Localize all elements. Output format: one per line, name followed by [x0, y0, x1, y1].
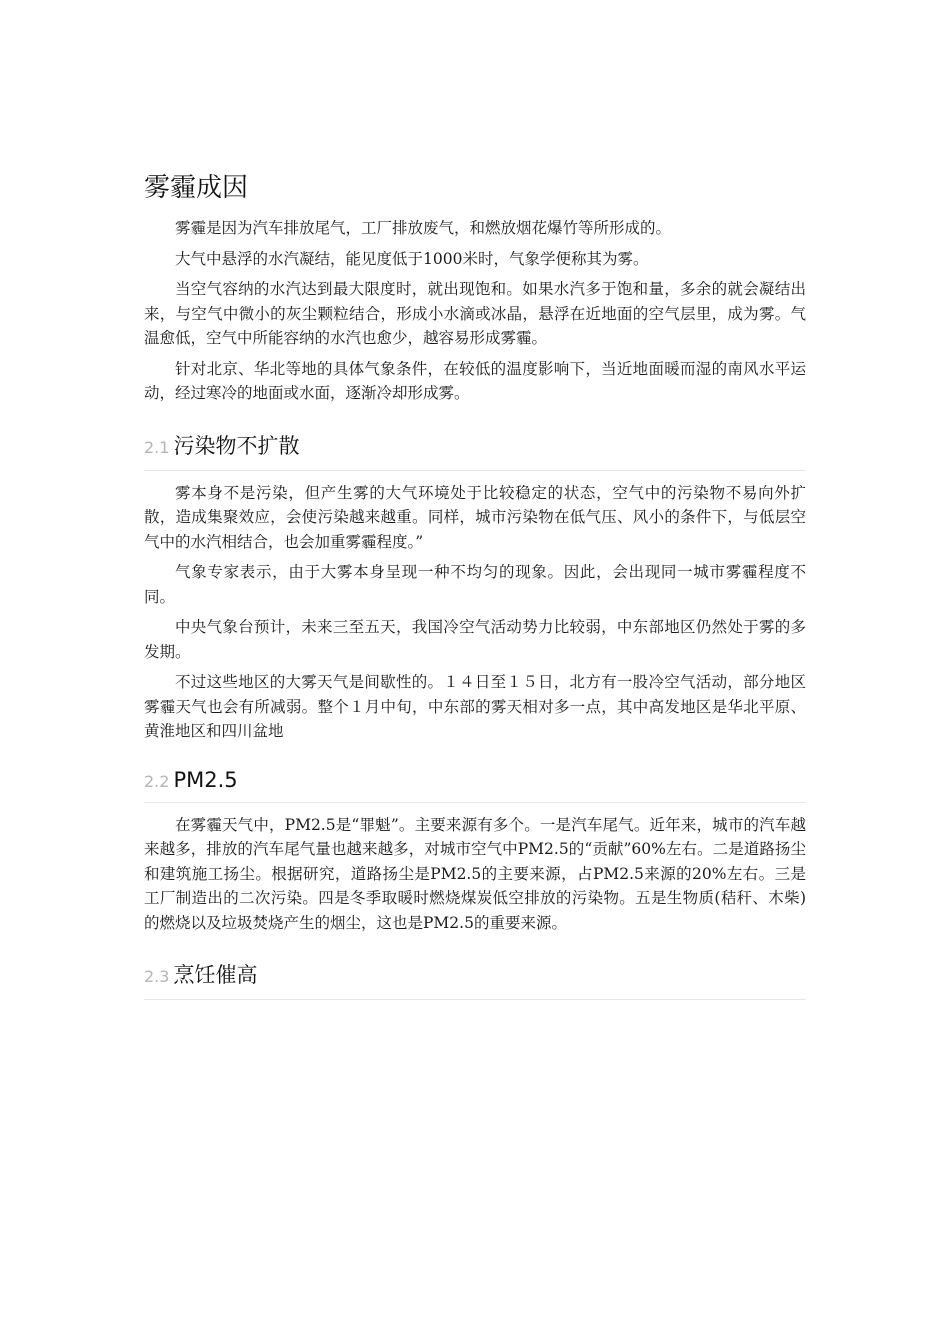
document-page [144, 168, 806, 1010]
paragraph: 大气中悬浮的水汽凝结，能见度低于1000米时，气象学便称其为雾。 [175, 249, 649, 268]
paragraph: 中央气象台预计，未来三至五天，我国冷空气活动势力比较弱，中东部地区仍然处于雾的多发期。 [144, 618, 806, 661]
section-number: 2.2 [144, 771, 170, 791]
paragraph: 针对北京、华北等地的具体气象条件，在较低的温度影响下，当近地面暖而湿的南风水平运动，经过寒冷的地面或水面，逐渐冷却形成雾。 [144, 359, 806, 402]
section-title: PM2.5 [173, 767, 238, 792]
section-pollutants [144, 430, 806, 744]
intro-section [144, 216, 806, 406]
section-title: 烹饪催高 [173, 963, 258, 987]
section-heading [144, 768, 806, 803]
section-heading [144, 959, 806, 1000]
paragraph: 不过这些地区的大雾天气是间歇性的。１４日至１５日，北方有一股冷空气活动，部分地区雾霾天气也会有所减弱。整个１月中旬，中东部的雾天相对多一点，其中高发地区是华北平原、黄淮地区和四川盆地 [144, 673, 806, 740]
paragraph: 雾本身不是污染，但产生雾的大气环境处于比较稳定的状态，空气中的污染物不易向外扩散，造成集聚效应，会使污染越来越重。同样，城市污染物在低气压、风小的条件下，与低层空气中的水汽相结合，也会加重雾霾程度。” [144, 483, 806, 551]
section-title: 污染物不扩散 [173, 433, 300, 458]
section-heading [144, 430, 806, 471]
paragraph: 雾霾是因为汽车排放尾气，工厂排放废气，和燃放烟花爆竹等所形成的。 [175, 219, 672, 237]
paragraph: 气象专家表示，由于大雾本身呈现一种不均匀的现象。因此，会出现同一城市雾霾程度不同。 [144, 563, 806, 606]
page-title: 雾霾成因 [144, 173, 249, 203]
section-number: 2.3 [144, 967, 170, 986]
section-number: 2.1 [144, 437, 170, 457]
section-pm25 [144, 768, 806, 936]
section-cooking [144, 959, 806, 1000]
paragraph: 当空气容纳的水汽达到最大限度时，就出现饱和。如果水汽多于饱和量，多余的就会凝结出来，与空气中微小的灰尘颗粒结合，形成小水滴或冰晶，悬浮在近地面的空气层里，成为雾。气温愈低，空气中所能容纳的水汽也愈少，越容易形成雾霾。 [144, 280, 806, 347]
paragraph: 在雾霾天气中，PM2.5是“罪魁”。主要来源有多个。一是汽车尾气。近年来，城市的汽车越来越多，排放的汽车尾气量也越来越多，对城市空气中PM2.5的“贡献”60%左右。二是道路扬尘和建筑施工扬尘。根据研究，道路扬尘是PM2.5的主要来源，占PM2.5来源的20%左右。三是工厂制造出的二次污染。四是冬季取暖时燃烧煤炭低空排放的污染物。五是生物质(秸秆、木柴)的燃烧以及垃圾焚烧产生的烟尘，这也是PM2.5的重要来源。 [144, 815, 806, 932]
